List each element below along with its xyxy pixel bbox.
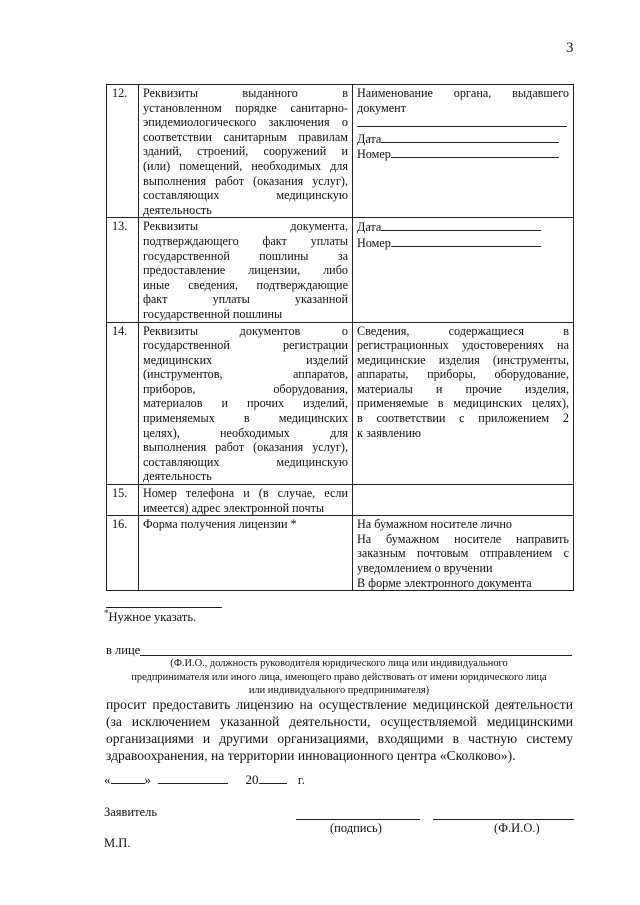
- row-label: Реквизиты документа, подтверждающего факт уплаты государственной пошлины за предоставление лицензии, либо иные сведения, подтверждающие факт уплаты указанной государственной пошлины: [139, 218, 353, 322]
- row-number: 16.: [107, 516, 139, 591]
- row-number: 12.: [107, 85, 139, 218]
- table-row: [107, 516, 574, 591]
- row-value[interactable]: [353, 485, 574, 516]
- option-paper-by-mail[interactable]: На бумажном носителе направить: [357, 531, 569, 546]
- signature-caption: (подпись): [330, 821, 382, 835]
- number-label: Номер: [357, 235, 391, 250]
- footnote: *Нужное указать.: [104, 608, 197, 625]
- row-label: Номер телефона и (в случае, если имеется) адрес электронной почты: [139, 485, 353, 516]
- row-label: Реквизиты документов о государственной регистрации медицинских изделий (инструментов, аппаратов, приборов, оборудования, материалов и прочих изделий, применяемых в медицинских целях), необходимых для выполнения работ (оказания услуг), составляющих медицинскую деятельность: [139, 322, 353, 485]
- row-value: Наименование органа, выдавшего документ Дата Номер: [353, 85, 574, 218]
- request-text: просит предоставить лицензию на осуществление медицинской деятельности (за исключением указанной деятельности, осуществляемой медицинскими организациями и другими организациями, входящими в частную систему здравоохранения, на территории инновационного центра «Сколково»).: [106, 697, 573, 763]
- day-field[interactable]: [111, 772, 145, 784]
- signature-field[interactable]: [296, 819, 420, 820]
- number-field[interactable]: [391, 146, 559, 158]
- name-field[interactable]: [433, 819, 574, 820]
- row-value: Сведения, содержащиеся в регистрационных удостоверениях на медицинские изделия (инструменты, аппараты, приборы, оборудование, материалы и прочие изделия, применяемые в медицинских целях), в соответствии с приложением 2 к заявлению: [353, 322, 574, 485]
- name-caption: (Ф.И.О.): [494, 821, 540, 835]
- date-field[interactable]: [381, 131, 559, 143]
- row-number: 15.: [107, 485, 139, 516]
- option-electronic[interactable]: В форме электронного документа: [357, 575, 532, 590]
- applicant-label: Заявитель: [104, 805, 158, 819]
- in-person-label: в лице: [106, 643, 141, 657]
- row-number: 13.: [107, 218, 139, 322]
- row-value: На бумажном носителе лично На бумажном носителе направить заказным почтовым отправлением с уведомлением о вручении В форме электронного документа: [353, 516, 574, 591]
- date-row: « » 20 г.: [104, 772, 305, 787]
- representative-field[interactable]: [140, 655, 572, 656]
- table-row: [107, 322, 574, 485]
- month-field[interactable]: [158, 772, 228, 784]
- date-field[interactable]: [381, 219, 541, 231]
- representative-caption: (Ф.И.О., должность руководителя юридического лица или индивидуального предпринимателя или иного лица, имеющего право действовать от имени юридического лица или индивидуального предпринимателя): [131, 658, 547, 696]
- table-row: [107, 85, 574, 218]
- number-label: Номер: [357, 147, 391, 162]
- row-label: Реквизиты выданного в установленном порядке санитарно- эпидемиологического заключения о соответствии санитарным правилам зданий, строений, сооружений и (или) помещений, необходимых для выполнения работ (оказания услуг), составляющих медицинскую деятельность: [139, 85, 353, 218]
- row-label: Форма получения лицензии *: [139, 516, 353, 591]
- row-number: 14.: [107, 322, 139, 485]
- page-number: 3: [566, 40, 574, 56]
- date-label: Дата: [357, 131, 382, 146]
- table-row: [107, 218, 574, 322]
- number-field[interactable]: [391, 235, 541, 247]
- table-row: [107, 485, 574, 516]
- date-label: Дата: [357, 220, 382, 235]
- row-value: [353, 218, 574, 322]
- stamp-label: М.П.: [104, 836, 131, 850]
- application-table: [106, 84, 574, 591]
- option-paper-in-person[interactable]: На бумажном носителе лично: [357, 517, 513, 532]
- year-field[interactable]: [259, 772, 287, 784]
